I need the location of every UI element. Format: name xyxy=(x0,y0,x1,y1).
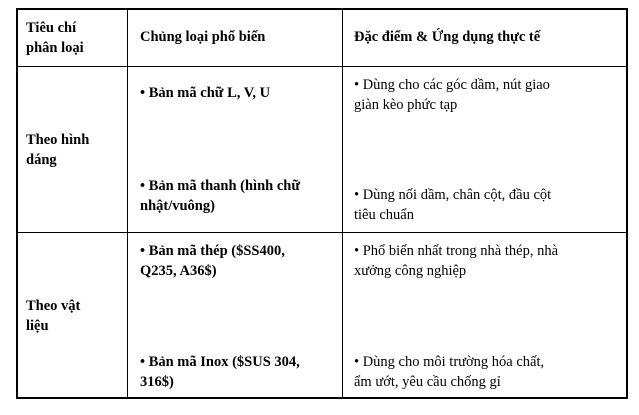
header-features: Đặc điểm & Ứng dụng thực tế xyxy=(354,29,541,45)
header-types: Chủng loại phổ biến xyxy=(140,29,266,45)
type-item-inox: • Bản mã Inox ($SUS 304, 316$) xyxy=(140,354,300,390)
type-item-steel: • Bản mã thép ($SS400, Q235, A36$) xyxy=(140,243,285,279)
feature-item-inox-usage: • Dùng cho môi trường hóa chất, ẩm ướt, yêu cầu chống gỉ xyxy=(354,354,545,390)
header-criteria: Tiêu chí phân loại xyxy=(26,20,84,56)
column-divider-2 xyxy=(342,10,343,397)
type-item-lvu: • Bản mã chữ L, V, U xyxy=(140,85,271,101)
classification-table xyxy=(16,8,628,399)
feature-item-steel-usage: • Phổ biến nhất trong nhà thép, nhà xưởng công nghiệp xyxy=(354,243,559,279)
column-divider-1 xyxy=(127,10,128,397)
feature-item-corners: • Dùng cho các góc dầm, nút giao giàn kèo phức tạp xyxy=(354,77,550,113)
header-bottom-border xyxy=(18,66,626,67)
group-criteria-shape: Theo hình dáng xyxy=(26,132,90,168)
type-item-bar: • Bản mã thanh (hình chữ nhật/vuông) xyxy=(140,178,301,214)
group-criteria-material: Theo vật liệu xyxy=(26,298,81,334)
feature-item-beam-joints: • Dùng nối dầm, chân cột, đầu cột tiêu chuẩn xyxy=(354,187,552,223)
group-divider-border xyxy=(18,232,626,233)
